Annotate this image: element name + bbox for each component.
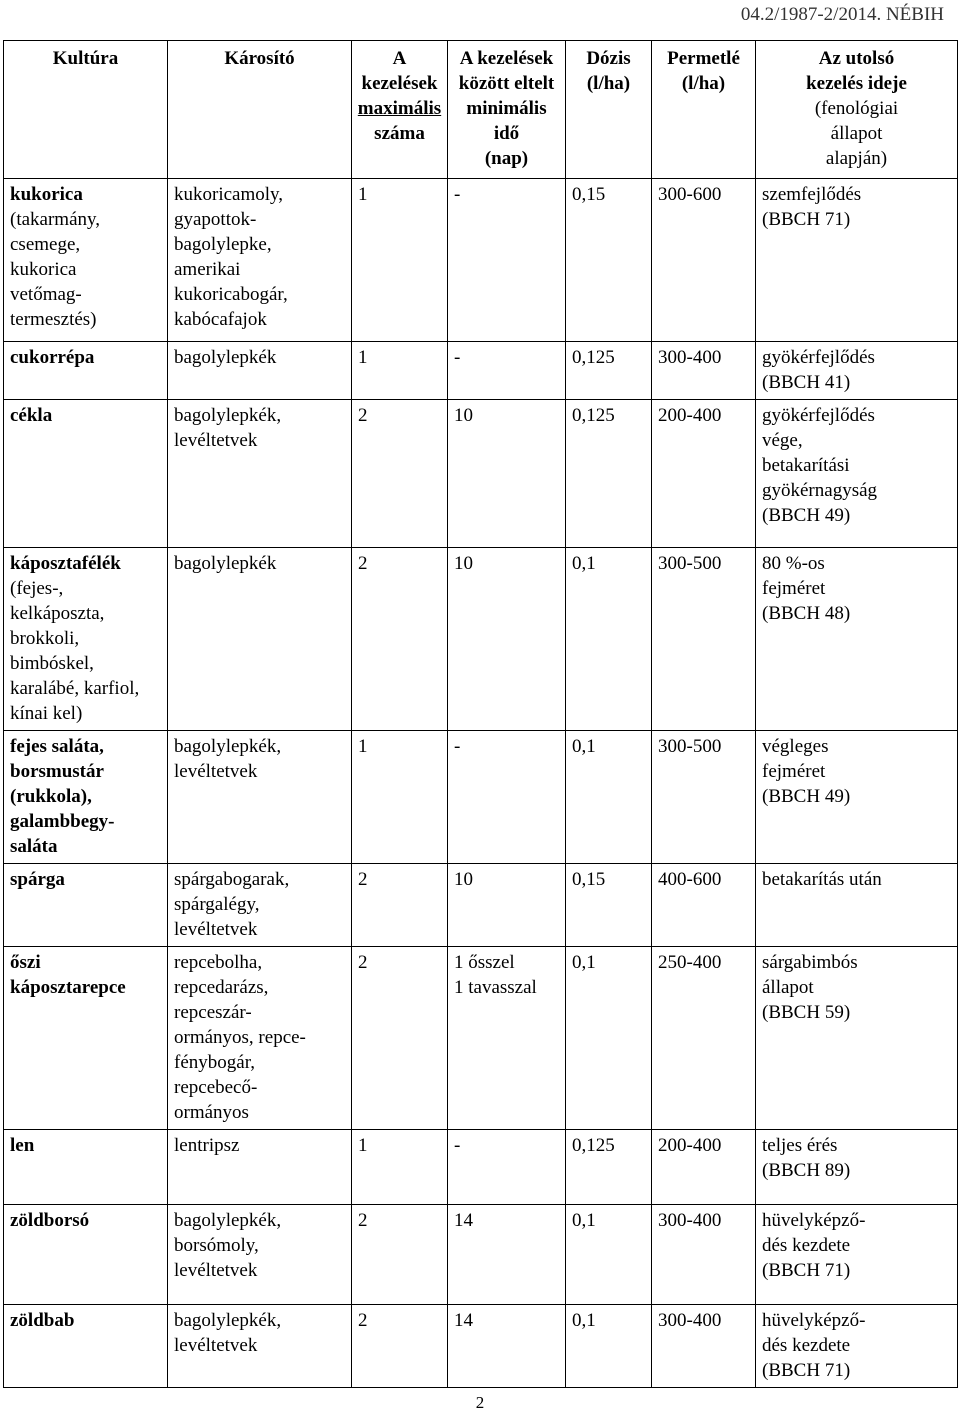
document-reference: 04.2/1987-2/2014. NÉBIH bbox=[740, 4, 944, 25]
karosito-cell: bagolylepkék, levéltetvek bbox=[168, 400, 352, 548]
treatment-table bbox=[3, 40, 958, 1388]
table-row bbox=[4, 400, 958, 548]
table-row bbox=[4, 1205, 958, 1305]
karosito-cell: spárgabogarak, spárgalégy, levéltetvek bbox=[168, 864, 352, 947]
kultura-cell: cékla bbox=[4, 400, 168, 548]
kultura-cell: zöldborsó bbox=[4, 1205, 168, 1305]
permetle-cell: 300-600 bbox=[652, 179, 756, 342]
permetle-cell: 400-600 bbox=[652, 864, 756, 947]
header-dozis: Dózis (l/ha) bbox=[566, 41, 652, 179]
dozis-cell: 0,1 bbox=[566, 1305, 652, 1388]
header-max-kezelesek: A kezelések maximális száma bbox=[352, 41, 448, 179]
kultura-cell: káposztafélék (fejes-, kelkáposzta, brokkoli, bimbóskel, karalábé, karfiol, kínai kel) bbox=[4, 548, 168, 731]
min-ido-cell: 10 bbox=[448, 864, 566, 947]
table-row bbox=[4, 179, 958, 342]
karosito-cell: bagolylepkék, levéltetvek bbox=[168, 1305, 352, 1388]
kultura-cell: kukorica (takarmány, csemege, kukorica vetőmag- termesztés) bbox=[4, 179, 168, 342]
min-ido-cell: 10 bbox=[448, 400, 566, 548]
max-cell: 2 bbox=[352, 548, 448, 731]
min-ido-cell: 14 bbox=[448, 1205, 566, 1305]
permetle-cell: 300-500 bbox=[652, 731, 756, 864]
karosito-cell: bagolylepkék, levéltetvek bbox=[168, 731, 352, 864]
table-row bbox=[4, 731, 958, 864]
karosito-cell: lentripsz bbox=[168, 1130, 352, 1205]
dozis-cell: 0,15 bbox=[566, 864, 652, 947]
permetle-cell: 300-400 bbox=[652, 1305, 756, 1388]
utolso-cell: 80 %-os fejméret (BBCH 48) bbox=[756, 548, 958, 731]
utolso-cell: hüvelyképző- dés kezdete (BBCH 71) bbox=[756, 1205, 958, 1305]
permetle-cell: 250-400 bbox=[652, 947, 756, 1130]
utolso-cell: végleges fejméret (BBCH 49) bbox=[756, 731, 958, 864]
utolso-cell: hüvelyképző- dés kezdete (BBCH 71) bbox=[756, 1305, 958, 1388]
utolso-cell: szemfejlődés (BBCH 71) bbox=[756, 179, 958, 342]
max-cell: 2 bbox=[352, 1305, 448, 1388]
header-utolso-kezeles: Az utolsó kezelés ideje (fenológiai állapot alapján) bbox=[756, 41, 958, 179]
kultura-cell: őszi káposztarepce bbox=[4, 947, 168, 1130]
min-ido-cell: - bbox=[448, 179, 566, 342]
karosito-cell: repcebolha, repcedarázs, repceszár- ormányos, repce- fénybogár, repcebecő- ormányos bbox=[168, 947, 352, 1130]
max-cell: 1 bbox=[352, 731, 448, 864]
dozis-cell: 0,125 bbox=[566, 1130, 652, 1205]
karosito-cell: bagolylepkék bbox=[168, 342, 352, 400]
max-cell: 2 bbox=[352, 1205, 448, 1305]
max-cell: 2 bbox=[352, 947, 448, 1130]
min-ido-cell: - bbox=[448, 1130, 566, 1205]
permetle-cell: 300-400 bbox=[652, 1205, 756, 1305]
header-kultura: Kultúra bbox=[4, 41, 168, 179]
karosito-cell: kukoricamoly, gyapottok- bagolylepke, amerikai kukoricabogár, kabócafajok bbox=[168, 179, 352, 342]
permetle-cell: 200-400 bbox=[652, 400, 756, 548]
min-ido-cell: - bbox=[448, 731, 566, 864]
kultura-cell: fejes saláta, borsmustár (rukkola), galambbegy- saláta bbox=[4, 731, 168, 864]
kultura-cell: cukorrépa bbox=[4, 342, 168, 400]
dozis-cell: 0,125 bbox=[566, 400, 652, 548]
min-ido-cell: 14 bbox=[448, 1305, 566, 1388]
table-row bbox=[4, 1130, 958, 1205]
kultura-cell: zöldbab bbox=[4, 1305, 168, 1388]
utolso-cell: gyökérfejlődés (BBCH 41) bbox=[756, 342, 958, 400]
table-row bbox=[4, 342, 958, 400]
max-cell: 2 bbox=[352, 864, 448, 947]
max-cell: 1 bbox=[352, 179, 448, 342]
dozis-cell: 0,125 bbox=[566, 342, 652, 400]
permetle-cell: 300-400 bbox=[652, 342, 756, 400]
dozis-cell: 0,15 bbox=[566, 179, 652, 342]
header-row bbox=[4, 41, 958, 179]
kultura-cell: len bbox=[4, 1130, 168, 1205]
table-row bbox=[4, 1305, 958, 1388]
utolso-cell: gyökérfejlődés vége, betakarítási gyökérnagyság (BBCH 49) bbox=[756, 400, 958, 548]
max-cell: 1 bbox=[352, 1130, 448, 1205]
utolso-cell: teljes érés (BBCH 89) bbox=[756, 1130, 958, 1205]
min-ido-cell: 1 ősszel 1 tavasszal bbox=[448, 947, 566, 1130]
min-ido-cell: - bbox=[448, 342, 566, 400]
dozis-cell: 0,1 bbox=[566, 1205, 652, 1305]
permetle-cell: 200-400 bbox=[652, 1130, 756, 1205]
header-karosito: Károsító bbox=[168, 41, 352, 179]
karosito-cell: bagolylepkék, borsómoly, levéltetvek bbox=[168, 1205, 352, 1305]
kultura-cell: spárga bbox=[4, 864, 168, 947]
table-row bbox=[4, 548, 958, 731]
header-min-ido: A kezelések között eltelt minimális idő (nap) bbox=[448, 41, 566, 179]
dozis-cell: 0,1 bbox=[566, 548, 652, 731]
dozis-cell: 0,1 bbox=[566, 947, 652, 1130]
max-cell: 1 bbox=[352, 342, 448, 400]
karosito-cell: bagolylepkék bbox=[168, 548, 352, 731]
table-row bbox=[4, 947, 958, 1130]
utolso-cell: betakarítás után bbox=[756, 864, 958, 947]
permetle-cell: 300-500 bbox=[652, 548, 756, 731]
min-ido-cell: 10 bbox=[448, 548, 566, 731]
header-permetle: Permetlé (l/ha) bbox=[652, 41, 756, 179]
utolso-cell: sárgabimbós állapot (BBCH 59) bbox=[756, 947, 958, 1130]
max-cell: 2 bbox=[352, 400, 448, 548]
dozis-cell: 0,1 bbox=[566, 731, 652, 864]
page-number: 2 bbox=[475, 1393, 485, 1412]
table-row bbox=[4, 864, 958, 947]
